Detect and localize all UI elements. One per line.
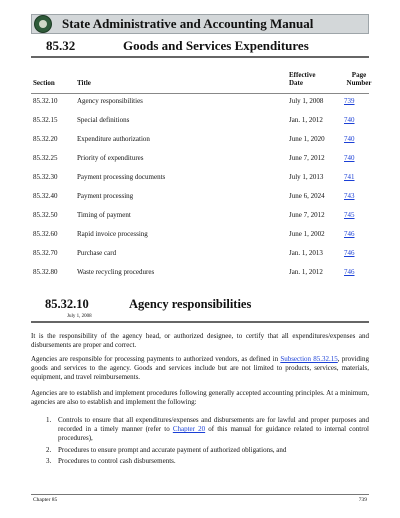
toc-table-row: [31, 172, 369, 184]
page-footer: [31, 494, 369, 504]
toc-section-title: Waste recycling procedures: [77, 268, 155, 276]
toc-section-title: Payment processing: [77, 192, 134, 200]
toc-effective-date: June 7, 2012: [289, 154, 325, 162]
toc-table-row: [31, 115, 369, 127]
toc-section-number: 85.32.70: [33, 249, 58, 257]
toc-page-link[interactable]: 746: [344, 230, 355, 238]
column-header-section: Section: [33, 79, 55, 87]
toc-table-row: [31, 134, 369, 146]
toc-section-number: 85.32.30: [33, 173, 58, 181]
toc-table-row: [31, 153, 369, 165]
paragraph-procedures: Agencies are to establish and implement procedures following generally accepted accounting principles. At a minimum, agencies are also to establish and implement the following:: [31, 389, 369, 407]
toc-table-row: [31, 96, 369, 108]
paragraph-payments-text-end: , providing goods and services to the agency. Goods and services include but are not limited to products, services, materials, equipment, and travel reimbursements.: [31, 355, 369, 382]
toc-section-number: 85.32.80: [33, 268, 58, 276]
toc-effective-date: June 6, 2024: [289, 192, 325, 200]
column-header-title: Title: [77, 79, 91, 87]
column-header-page: Page Number: [346, 71, 372, 87]
toc-section-number: 85.32.50: [33, 211, 58, 219]
toc-page-link[interactable]: 746: [344, 249, 355, 257]
list-item-text: Procedures to control cash disbursements.: [58, 457, 176, 465]
subsection-link[interactable]: Subsection 85.32.15: [280, 355, 338, 363]
section-number: 85.32: [46, 38, 76, 53]
toc-table-row: [31, 267, 369, 279]
section-heading: [31, 38, 369, 58]
toc-table-row: [31, 248, 369, 260]
toc-section-title: Payment processing documents: [77, 173, 166, 181]
toc-table-row: [31, 210, 369, 222]
subsection-title: Agency responsibilities: [129, 297, 252, 311]
toc-section-number: 85.32.20: [33, 135, 58, 143]
toc-table-row: [31, 191, 369, 203]
toc-effective-date: July 1, 2008: [289, 97, 324, 105]
toc-page-link[interactable]: 743: [344, 192, 355, 200]
footer-page-number: 739: [358, 497, 367, 503]
toc-effective-date: June 7, 2012: [289, 211, 325, 219]
toc-page-link[interactable]: 746: [344, 268, 355, 276]
toc-section-title: Special definitions: [77, 116, 130, 124]
toc-section-title: Purchase card: [77, 249, 117, 257]
toc-effective-date: Jan. 1, 2013: [289, 249, 323, 257]
toc-section-number: 85.32.40: [33, 192, 58, 200]
list-item-number: 1.: [46, 416, 52, 424]
toc-page-link[interactable]: 740: [344, 154, 355, 162]
toc-page-link[interactable]: 740: [344, 116, 355, 124]
toc-section-number: 85.32.10: [33, 97, 58, 105]
list-item-number: 3.: [46, 457, 52, 465]
toc-effective-date: Jan. 1, 2012: [289, 116, 323, 124]
toc-section-number: 85.32.15: [33, 116, 58, 124]
list-item-text-end: of this manual for guidance related to internal control procedures),: [58, 425, 369, 443]
toc-effective-date: July 1, 2013: [289, 173, 324, 181]
subsection-number: 85.32.10: [45, 297, 89, 311]
paragraph-payments-text-start: Agencies are responsible for processing payments to authorized vendors, as defined in: [31, 355, 281, 363]
manual-title: State Administrative and Accounting Manual: [62, 16, 314, 31]
toc-section-title: Expenditure authorization: [77, 135, 150, 143]
list-item-text: Procedures to ensure prompt and accurate payment of authorized obligations, and: [58, 446, 287, 454]
toc-section-number: 85.32.60: [33, 230, 58, 238]
toc-section-number: 85.32.25: [33, 154, 58, 162]
list-item-text-start: Controls to ensure that all expenditures/expenses and disbursements are for lawful and proper purposes and recorded in a timely manner (refer to: [58, 416, 369, 434]
toc-effective-date: June 1, 2002: [289, 230, 325, 238]
toc-page-link[interactable]: 741: [344, 173, 355, 181]
toc-page-link[interactable]: 740: [344, 135, 355, 143]
section-title: Goods and Services Expenditures: [123, 38, 309, 53]
toc-section-title: Agency responsibilities: [77, 97, 143, 105]
toc-page-link[interactable]: 745: [344, 211, 355, 219]
list-item-text: [58, 416, 369, 444]
footer-chapter: Chapter 85: [33, 497, 58, 503]
toc-section-title: Priority of expenditures: [77, 154, 144, 162]
subsection-heading: [31, 297, 369, 323]
chapter-link[interactable]: Chapter 20: [172, 425, 206, 434]
list-item-number: 2.: [46, 446, 52, 454]
subsection-effective-date: July 1, 2008: [67, 314, 92, 319]
toc-page-link[interactable]: 739: [344, 97, 355, 105]
toc-section-title: Timing of payment: [77, 211, 131, 219]
toc-effective-date: Jan. 1, 2012: [289, 268, 323, 276]
column-header-date: Effective Date: [289, 71, 316, 87]
toc-effective-date: June 1, 2020: [289, 135, 325, 143]
toc-table-row: [31, 229, 369, 241]
toc-table-header: [31, 71, 372, 94]
paragraph-responsibility: It is the responsibility of the agency head, or authorized designee, to certify that all expenditures/expenses and disbursements are proper and correct.: [31, 332, 369, 350]
state-seal-logo: [34, 15, 52, 33]
toc-section-title: Rapid invoice processing: [77, 230, 148, 238]
paragraph-payments: [31, 355, 369, 383]
